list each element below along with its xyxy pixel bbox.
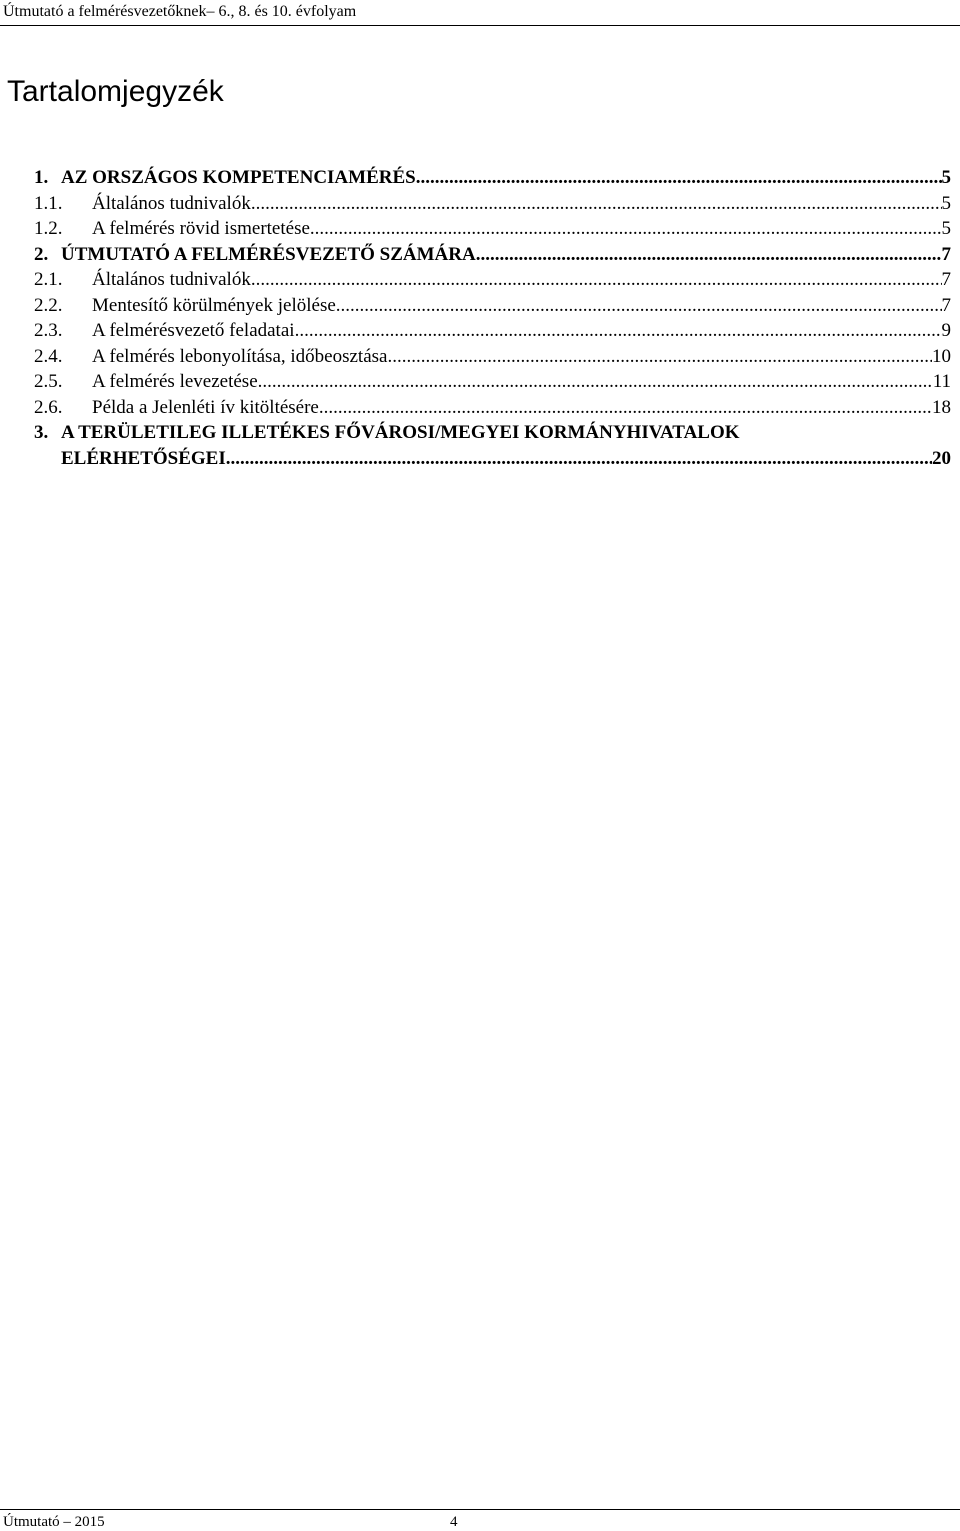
toc-entry-label: Általános tudnivalók — [92, 192, 251, 214]
toc-entry-3[interactable] — [34, 420, 951, 471]
toc-leader-dots — [416, 165, 942, 191]
toc-leader-dots — [226, 446, 932, 472]
toc-entry-label: Példa a Jelenléti ív kitöltésére — [92, 396, 319, 418]
toc-leader-dots — [387, 344, 932, 370]
toc-entry-number: 2.1. — [34, 269, 63, 290]
toc-entry[interactable] — [34, 191, 951, 217]
toc-entry[interactable] — [34, 369, 951, 395]
toc-entry-page: 10 — [932, 345, 951, 367]
toc-entry-page: 11 — [932, 371, 951, 392]
toc-entry-page: 5 — [941, 167, 951, 188]
toc-leader-dots — [251, 267, 942, 293]
toc-entry-number: 1. — [34, 167, 49, 188]
table-of-contents — [34, 165, 951, 471]
toc-title: Tartalomjegyzék — [7, 75, 224, 108]
toc-leader-dots — [310, 216, 942, 242]
toc-entry[interactable] — [34, 267, 951, 293]
toc-entry-number: 3. — [34, 422, 49, 443]
toc-entry-page: 20 — [932, 447, 951, 469]
toc-entry-label: Általános tudnivalók — [92, 269, 251, 290]
toc-entry-list — [34, 165, 951, 420]
toc-entry-number: 2.6. — [34, 396, 63, 418]
toc-entry-label: A felmérés lebonyolítása, időbeosztása — [92, 345, 388, 367]
toc-entry-label: ÚTMUTATÓ A FELMÉRÉSVEZETŐ SZÁMÁRA — [61, 243, 476, 265]
toc-leader-dots — [336, 293, 942, 319]
toc-entry-number: 2.3. — [34, 320, 63, 341]
toc-leader-dots — [476, 242, 942, 268]
toc-entry[interactable] — [34, 318, 951, 344]
toc-entry-label: Mentesítő körülmények jelölése — [92, 294, 336, 316]
toc-entry-number: 1.1. — [34, 192, 63, 214]
toc-entry-page: 9 — [941, 320, 951, 341]
footer-title: Útmutató – 2015 — [3, 1514, 105, 1530]
toc-leader-dots — [319, 395, 932, 421]
toc-entry-page: 7 — [941, 269, 951, 290]
toc-entry-number: 1.2. — [34, 218, 63, 239]
toc-leader-dots — [295, 318, 942, 344]
toc-entry-label: A felmérésvezető feladatai — [92, 320, 295, 341]
toc-entry-label: A felmérés levezetése — [92, 371, 258, 392]
toc-leader-dots — [258, 369, 933, 395]
toc-entry-number: 2.4. — [34, 345, 63, 367]
toc-entry-page: 5 — [941, 192, 951, 214]
footer-page-number: 4 — [450, 1514, 458, 1530]
toc-entry-page: 7 — [941, 294, 951, 316]
toc-entry[interactable] — [34, 242, 951, 268]
toc-entry-page: 5 — [941, 218, 951, 239]
running-title: Útmutató a felmérésvezetőknek– 6., 8. és 10. évfolyam — [3, 3, 357, 20]
toc-entry-label: A felmérés rövid ismertetése — [92, 218, 310, 239]
toc-entry[interactable] — [34, 293, 951, 319]
toc-entry-label-line1: A TERÜLETILEG ILLETÉKES FŐVÁROSI/MEGYEI KORMÁNYHIVATALOK — [61, 422, 740, 443]
toc-entry[interactable] — [34, 165, 951, 191]
toc-entry-number: 2.5. — [34, 371, 63, 392]
toc-entry-page: 7 — [941, 243, 951, 265]
toc-leader-dots — [251, 191, 942, 217]
page-header — [0, 0, 960, 26]
toc-entry-number: 2. — [34, 243, 49, 265]
page-footer — [0, 1509, 960, 1531]
toc-entry-page: 18 — [932, 396, 951, 418]
toc-entry[interactable] — [34, 344, 951, 370]
toc-entry[interactable] — [34, 395, 951, 421]
toc-entry[interactable] — [34, 216, 951, 242]
toc-entry-label-line2: ELÉRHETŐSÉGEI — [61, 447, 226, 469]
toc-entry-number: 2.2. — [34, 294, 63, 316]
toc-entry-label: AZ ORSZÁGOS KOMPETENCIAMÉRÉS — [61, 167, 416, 188]
